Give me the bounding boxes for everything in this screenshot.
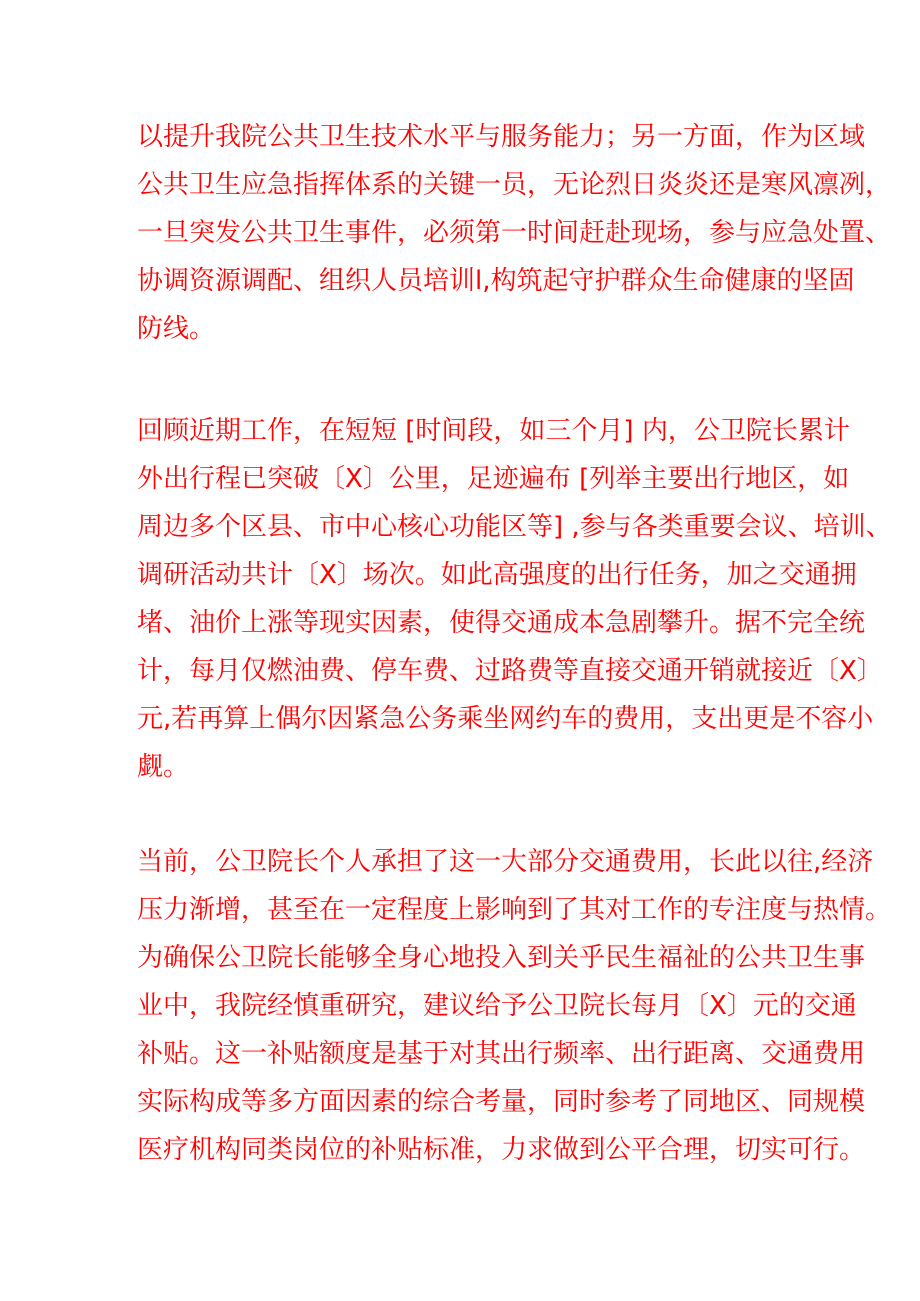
text-line: 为确保公卫院长能够全身心地投入到关乎民生福祉的公共卫生事 (137, 943, 866, 973)
paragraph-3 (137, 838, 892, 1174)
text-line: 以提升我院公共卫生技术水平与服务能力；另一方面，作为区域 (137, 122, 866, 152)
text-line: 医疗机构同类岗位的补贴标准，力求做到公平合理，切实可行。 (137, 1135, 866, 1165)
text-line: 周边多个区县、市中心核心功能区等] ,参与各类重要会议、培训、 (137, 512, 892, 542)
text-line: 调研活动共计〔X〕场次。如此高强度的出行任务，加之交通拥 (137, 560, 857, 590)
paragraph-2 (137, 407, 892, 791)
text-line: 外出行程已突破〔X〕公里，足迹遍布 [列举主要出行地区，如 (137, 464, 850, 494)
text-line: 觑。 (137, 752, 190, 782)
text-line: 压力渐增，甚至在一定程度上影响到了其对工作的专注度与热情。 (137, 895, 892, 925)
text-line: 实际构成等多方面因素的综合考量，同时参考了同地区、同规模 (137, 1087, 866, 1117)
text-line: 堵、油价上涨等现实因素，使得交通成本急剧攀升。据不完全统 (137, 608, 866, 638)
text-line: 一旦突发公共卫生事件，必须第一时间赶赴现场，参与应急处置、 (137, 218, 892, 248)
text-line: 回顾近期工作，在短短 [时间段，如三个月] 内，公卫院长累计 (137, 416, 850, 446)
text-line: 业中，我院经慎重研究，建议给予公卫院长每月〔X〕元的交通 (137, 991, 857, 1021)
text-line: 当前，公卫院长个人承担了这一大部分交通费用，长此以往,经济 (137, 847, 874, 877)
text-line: 元,若再算上偶尔因紧急公务乘坐网约车的费用，支出更是不容小 (137, 704, 874, 734)
text-line: 协调资源调配、组织人员培训l,构筑起守护群众生命健康的坚固 (137, 266, 855, 296)
paragraph-1 (137, 113, 892, 353)
text-line: 公共卫生应急指挥体系的关键一员，无论烈日炎炎还是寒风凛冽， (137, 170, 892, 200)
text-line: 防线。 (137, 314, 216, 344)
text-line: 计，每月仅燃油费、停车费、过路费等直接交通开销就接近〔X〕 (137, 656, 883, 686)
text-line: 补贴。这一补贴额度是基于对其出行频率、出行距离、交通费用 (137, 1039, 866, 1069)
